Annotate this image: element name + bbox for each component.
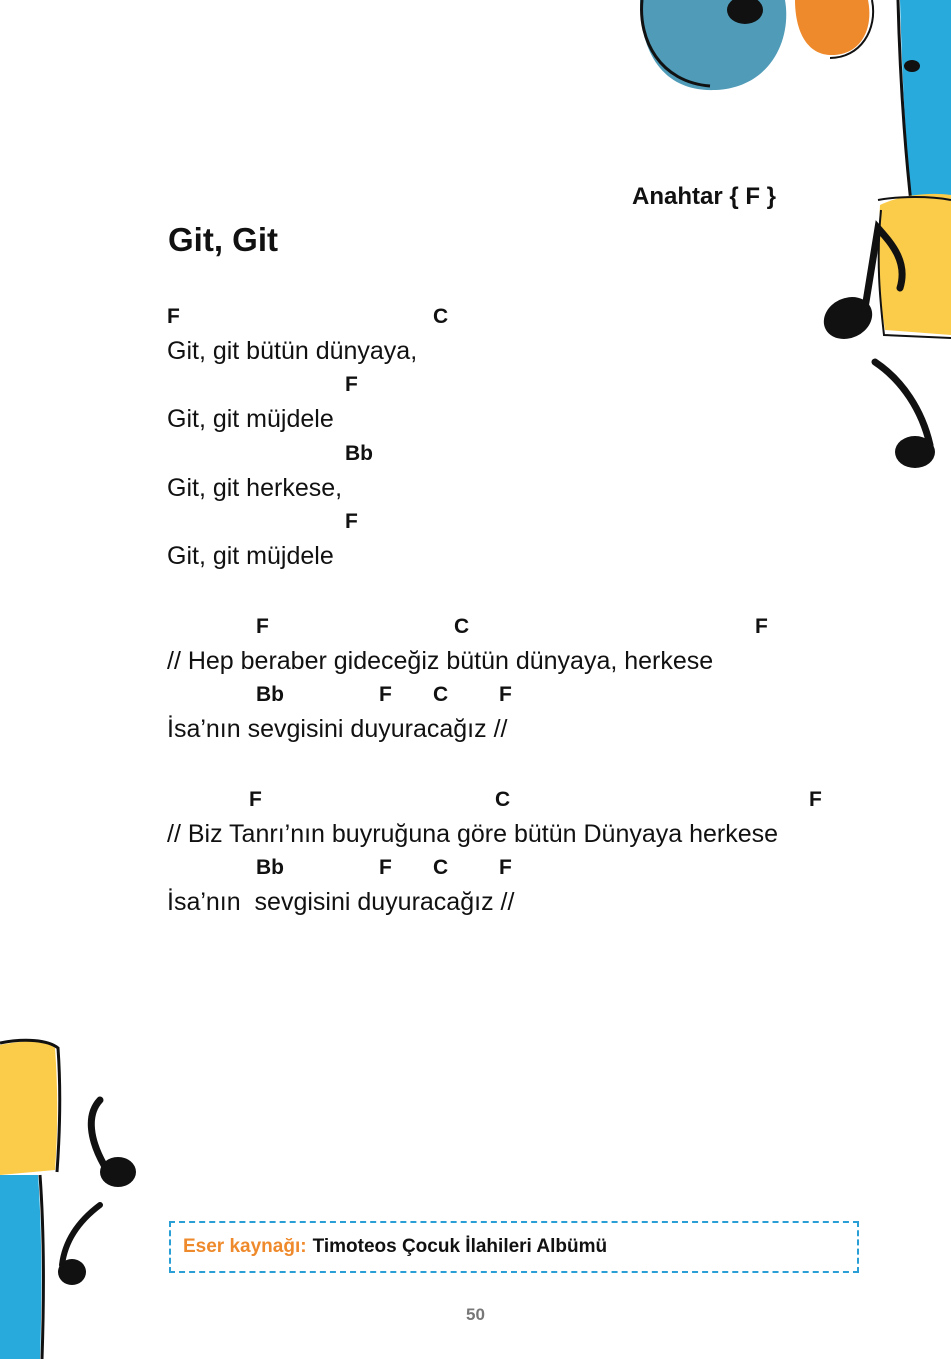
chord: F bbox=[249, 788, 262, 811]
chord: F bbox=[345, 510, 358, 533]
chord: F bbox=[167, 305, 180, 328]
chord: F bbox=[379, 683, 392, 706]
lyric-line: Git, git herkese, bbox=[167, 474, 343, 502]
chord: C bbox=[495, 788, 511, 811]
chord: C bbox=[433, 305, 449, 328]
lyric-line: Git, git müjdele bbox=[167, 405, 334, 433]
chord: C bbox=[454, 615, 470, 638]
source-box bbox=[169, 1221, 859, 1273]
lyric-line: Git, git bütün dünyaya, bbox=[167, 337, 418, 365]
chord: F bbox=[809, 788, 822, 811]
lyric-line: // Biz Tanrı’nın buyruğuna göre bütün Dünyaya herkese bbox=[167, 820, 779, 848]
top-right-decoration bbox=[640, 0, 951, 468]
chord: Bb bbox=[345, 442, 373, 465]
song-key: Anahtar { F } bbox=[632, 183, 777, 210]
chord: F bbox=[256, 615, 269, 638]
lyric-line: // Hep beraber gideceğiz bütün dünyaya, herkese bbox=[167, 647, 714, 675]
chord: F bbox=[345, 373, 358, 396]
chord: C bbox=[433, 856, 449, 879]
lyric-line: İsa’nın sevgisini duyuracağız // bbox=[167, 715, 508, 743]
chord: F bbox=[755, 615, 768, 638]
source-value: Timoteos Çocuk İlahileri Albümü bbox=[312, 1236, 608, 1257]
lyric-line: İsa’nın sevgisini duyuracağız // bbox=[167, 888, 515, 916]
source-label: Eser kaynağı: bbox=[183, 1236, 307, 1257]
chord: Bb bbox=[256, 856, 284, 879]
chord: C bbox=[433, 683, 449, 706]
chord: F bbox=[499, 683, 512, 706]
page-number: 50 bbox=[466, 1305, 485, 1324]
lyric-line: Git, git müjdele bbox=[167, 542, 334, 570]
chord: Bb bbox=[256, 683, 284, 706]
chord: F bbox=[499, 856, 512, 879]
chord: F bbox=[379, 856, 392, 879]
song-title: Git, Git bbox=[168, 221, 278, 258]
